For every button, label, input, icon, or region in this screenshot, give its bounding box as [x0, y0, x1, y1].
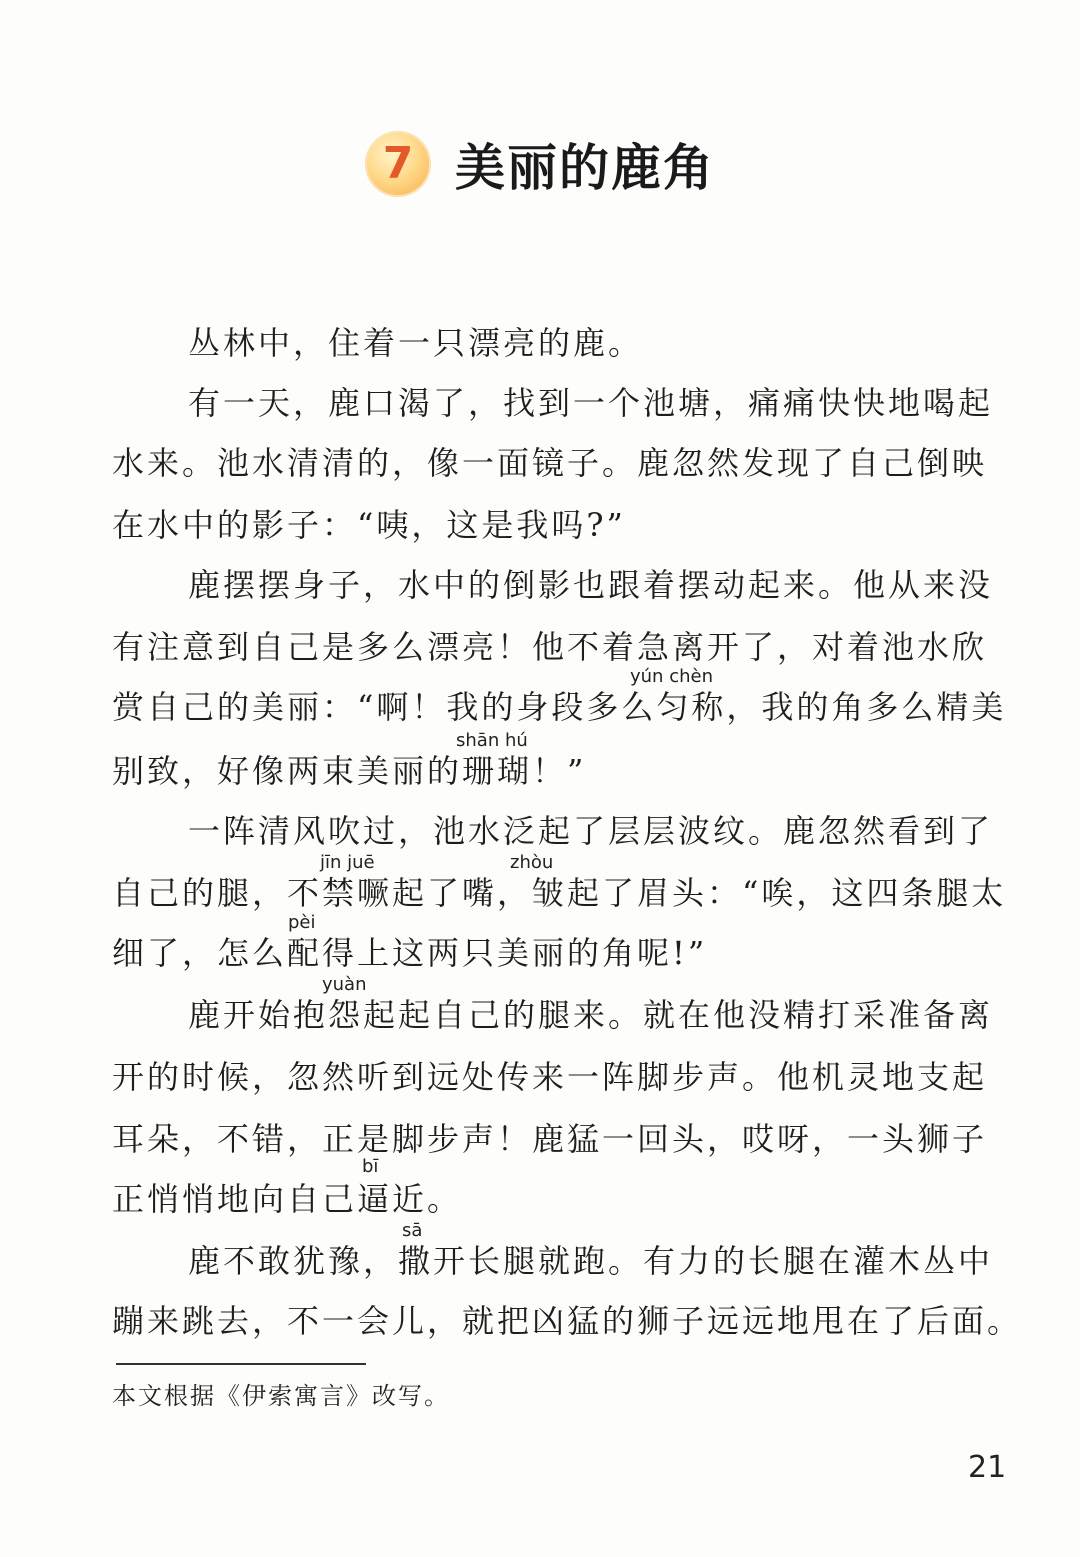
- lesson-header: [0, 128, 1080, 200]
- footnote: 本文根据《伊索寓言》改写。: [112, 1382, 450, 1410]
- text-line: 鹿摆摆身子，水中的倒影也跟着摆动起来。他从来没: [188, 566, 994, 604]
- text-line: 有一天，鹿口渴了，找到一个池塘，痛痛快快地喝起: [188, 384, 994, 422]
- pinyin-annotation: yuàn: [322, 974, 367, 995]
- pinyin-annotation: sā: [402, 1220, 423, 1241]
- pinyin-annotation: shān hú: [456, 730, 528, 751]
- page-number: 21: [968, 1450, 1007, 1485]
- text-line: 一阵清风吹过，池水泛起了层层波纹。鹿忽然看到了: [188, 812, 994, 850]
- text-line: 鹿开始抱怨起起自己的腿来。就在他没精打采准备离: [188, 996, 994, 1034]
- text-line: 赏自己的美丽：“啊！我的身段多么匀称，我的角多么精美: [112, 688, 1007, 726]
- text-line: 有注意到自己是多么漂亮！他不着急离开了，对着池水欣: [112, 628, 988, 666]
- footnote-divider: [116, 1363, 366, 1365]
- text-line: 开的时候，忽然听到远处传来一阵脚步声。他机灵地支起: [112, 1058, 988, 1096]
- lesson-number: 7: [382, 138, 414, 189]
- page-title: 美丽的鹿角: [455, 139, 715, 197]
- text-line: 蹦来跳去，不一会儿，就把凶猛的狮子远远地甩在了后面。: [112, 1302, 1023, 1340]
- text-line: 细了，怎么配得上这两只美丽的角呢!”: [112, 934, 708, 972]
- text-line: 耳朵，不错，正是脚步声！鹿猛一回头，哎呀，一头狮子: [112, 1120, 988, 1158]
- text-line: 正悄悄地向自己逼近。: [112, 1180, 463, 1218]
- pinyin-annotation: zhòu: [510, 852, 554, 873]
- text-line: 鹿不敢犹豫，撒开长腿就跑。有力的长腿在灌木丛中: [188, 1242, 994, 1280]
- text-line: 别致，好像两束美丽的珊瑚！”: [112, 752, 587, 790]
- text-line: 在水中的影子：“咦，这是我吗?”: [112, 506, 626, 544]
- pinyin-annotation: jīn juē: [320, 852, 375, 873]
- text-line: 丛林中，住着一只漂亮的鹿。: [188, 324, 644, 362]
- lesson-number-badge: [365, 131, 431, 197]
- pinyin-annotation: pèi: [288, 912, 316, 933]
- pinyin-annotation: bī: [362, 1156, 379, 1177]
- pinyin-annotation: yún chèn: [630, 666, 713, 687]
- text-line: 水来。池水清清的，像一面镜子。鹿忽然发现了自己倒映: [112, 444, 988, 482]
- text-line: 自己的腿，不禁噘起了嘴，皱起了眉头：“唉，这四条腿太: [112, 874, 1007, 912]
